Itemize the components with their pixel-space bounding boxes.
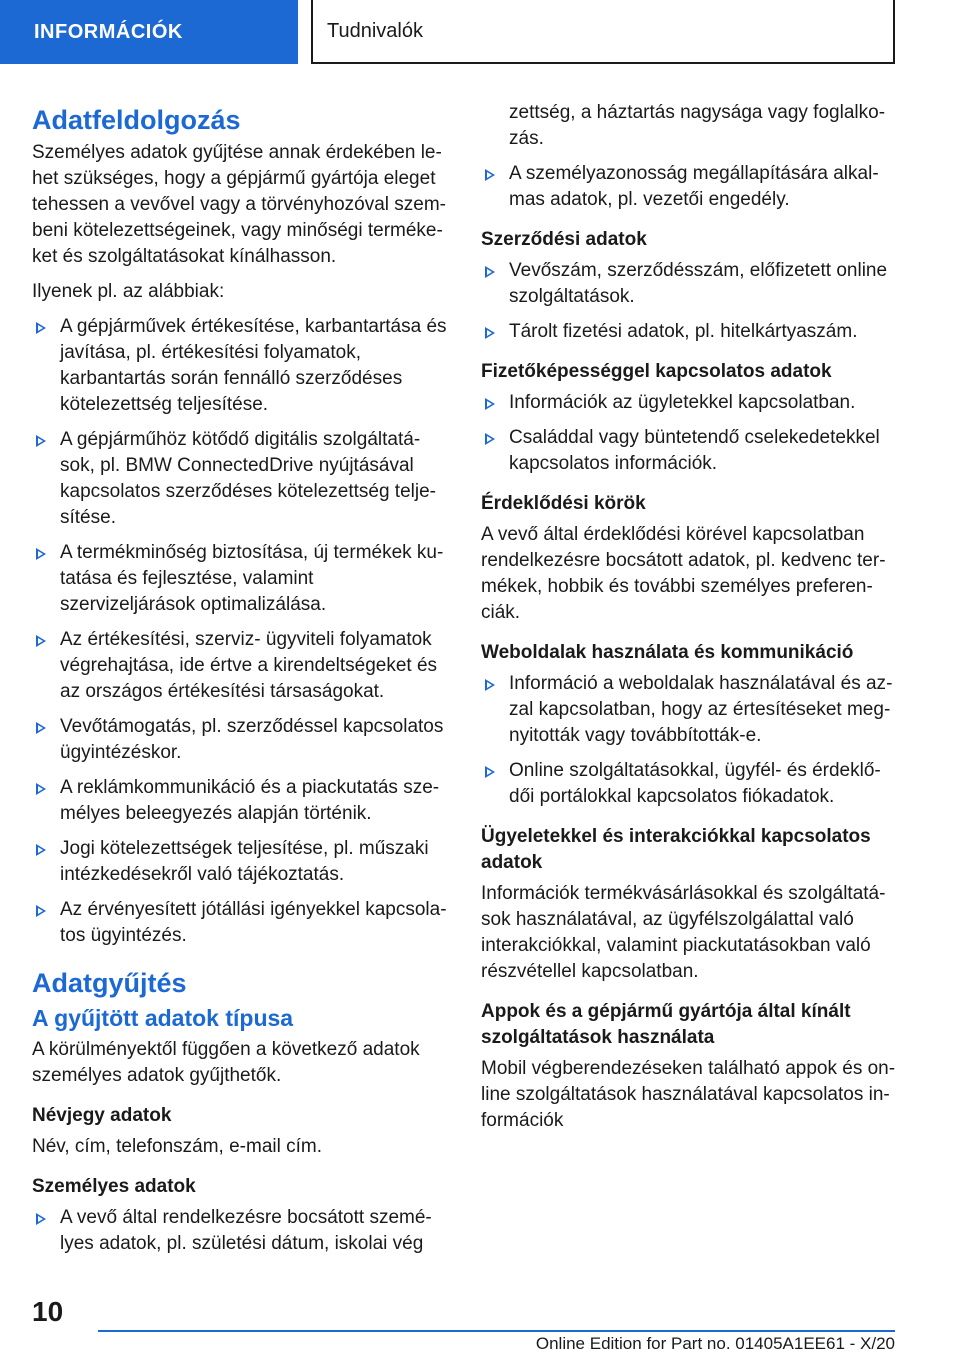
list-item-text: A személyazonosság megállapítására alkalmas adatok, pl. vezetői engedély.: [509, 163, 879, 210]
left-column: [32, 96, 448, 1266]
list-item: [32, 540, 448, 618]
triangle-bullet-icon: [36, 722, 46, 734]
heading-szerzodesi: Szerződési adatok: [481, 229, 647, 250]
list-item-text: Tárolt fizetési adatok, pl. hitelkártyaszám.: [509, 321, 858, 342]
heading-fizetokepesseg: Fizetőképességgel kapcsolatos adatok: [481, 361, 832, 382]
triangle-bullet-icon: [485, 398, 495, 410]
list-item-text: Jogi kötelezettségek teljesítése, pl. műszaki intézkedésekről való tájékoztatás.: [60, 838, 429, 885]
triangle-bullet-icon: [485, 266, 495, 278]
list-item: [481, 161, 897, 213]
personal-data-list: [32, 1205, 448, 1257]
list-item-text: Online szolgáltatásokkal, ügyfél- és érdeklődői portálokkal kapcsolatos fiókadatok.: [509, 760, 881, 807]
list-item: [481, 425, 897, 477]
heading-nevjegy: Névjegy adatok: [32, 1105, 172, 1126]
list-item-text: A reklámkommunikáció és a piackutatás személyes beleegyezés alapján történik.: [60, 777, 440, 824]
list-item: [481, 319, 897, 345]
heading-weboldalak: Weboldalak használata és kommunikáció: [481, 642, 854, 663]
list-item-text: Vevőszám, szerződésszám, előfizetett online szolgáltatások.: [509, 260, 888, 307]
triangle-bullet-icon: [36, 1213, 46, 1225]
chapter-title: Tudnivalók: [311, 0, 895, 64]
triangle-bullet-icon: [36, 783, 46, 795]
triangle-bullet-icon: [485, 169, 495, 181]
triangle-bullet-icon: [36, 635, 46, 647]
list-item: [481, 258, 897, 310]
triangle-bullet-icon: [36, 844, 46, 856]
list-item-text: A gépjárművek értékesítése, karbantartása és javítása, pl. értékesítési folyamatok, karbantartás során fennálló szerződéses kötelezettség teljesítése.: [60, 316, 447, 415]
list-item: [32, 897, 448, 949]
triangle-bullet-icon: [36, 435, 46, 447]
interests-paragraph: A vevő által érdeklődési körével kapcsolatban rendelkezésre bocsátott adatok, pl. kedvenc termékek, hobbik és további személyes preferenciák.: [481, 524, 886, 623]
heading-appok: Appok és a gépjármű gyártója által kínált szolgáltatások használata: [481, 1001, 851, 1048]
list-item-text: A termékminőség biztosítása, új termékek kutatása és fejlesztése, valamint szervizeljárások optimalizálása.: [60, 542, 444, 615]
list-item-text: Vevőtámogatás, pl. szerződéssel kapcsolatos ügyintézéskor.: [60, 716, 444, 763]
heading-ugyeletek: Ügyeletekkel és interakciókkal kapcsolatos adatok: [481, 826, 871, 873]
heading-adatgyujtes: Adatgyűjtés: [32, 968, 187, 998]
triangle-bullet-icon: [36, 905, 46, 917]
examples-lead: Ilyenek pl. az alábbiak:: [32, 281, 225, 302]
list-item: [32, 1205, 448, 1257]
page-number: 10: [32, 1296, 64, 1327]
interactions-paragraph: Információk termékvásárlásokkal és szolgáltatások használatával, az ügyfélszolgálattal való interakciókkal, valamint piackutatásokban való részvétellel kapcsolatban.: [481, 883, 886, 982]
heading-erdeklodesi: Érdeklődési körök: [481, 493, 646, 514]
list-item: [32, 627, 448, 705]
list-item-text: A gépjárműhöz kötődő digitális szolgáltatások, pl. BMW ConnectedDrive nyújtásával kapcsolatos szerződéses kötelezettség teljesítése.: [60, 429, 436, 528]
circumstances-paragraph: A körülményektől függően a következő adatok személyes adatok gyűjthetők.: [32, 1039, 420, 1086]
list-item-text: A vevő által rendelkezésre bocsátott személyes adatok, pl. születési dátum, iskolai vég: [60, 1207, 432, 1254]
heading-szemelyes: Személyes adatok: [32, 1176, 196, 1197]
triangle-bullet-icon: [485, 679, 495, 691]
list-item-text: Információ a weboldalak használatával és azzal kapcsolatban, hogy az értesítéseket megnyitották vagy továbbították-e.: [509, 673, 893, 746]
edition-footer: Online Edition for Part no. 01405A1EE61 - X/20: [535, 1334, 895, 1353]
identity-list: [481, 161, 897, 213]
footer-divider: [98, 1330, 895, 1332]
triangle-bullet-icon: [36, 322, 46, 334]
triangle-bullet-icon: [36, 548, 46, 560]
right-column: [481, 100, 897, 1143]
list-item: [481, 390, 897, 416]
triangle-bullet-icon: [485, 433, 495, 445]
triangle-bullet-icon: [485, 327, 495, 339]
list-item: [32, 427, 448, 531]
purpose-list: [32, 314, 448, 949]
list-item: [32, 314, 448, 418]
contract-data-list: [481, 258, 897, 345]
solvency-data-list: [481, 390, 897, 477]
list-item-text: Információk az ügyletekkel kapcsolatban.: [509, 392, 856, 413]
list-item-text: Családdal vagy büntetendő cselekedetekkel kapcsolatos információk.: [509, 427, 880, 474]
list-item-text: Az értékesítési, szerviz- ügyviteli folyamatok végrehajtása, ide értve a kirendeltségeket és az országos értékesítési társaságokat.: [60, 629, 438, 702]
heading-adatfeldolgozas: Adatfeldolgozás: [32, 105, 241, 135]
list-item-text: Az érvényesített jótállási igényekkel kapcsolatos ügyintézés.: [60, 899, 447, 946]
website-data-list: [481, 671, 897, 810]
list-item: [481, 671, 897, 749]
continued-text: zettség, a háztartás nagysága vagy foglalkozás.: [509, 102, 886, 149]
list-item: [481, 758, 897, 810]
section-tab: INFORMÁCIÓK: [0, 0, 298, 64]
intro-paragraph: Személyes adatok gyűjtése annak érdekében lehet szükséges, hogy a gépjármű gyártója eleget tehessen a vevővel vagy a törvényhozóval szembeni kötelezettségeinek, vagy minőségi termékeket és szolgáltatásokat kínálhasson.: [32, 142, 446, 267]
heading-adatok-tipusa: A gyűjtött adatok típusa: [32, 1005, 294, 1031]
list-item: [32, 775, 448, 827]
triangle-bullet-icon: [485, 766, 495, 778]
list-item: [32, 714, 448, 766]
list-item: [32, 836, 448, 888]
apps-paragraph: Mobil végberendezéseken található appok és online szolgáltatások használatával kapcsolatos információk: [481, 1058, 896, 1131]
contact-data-paragraph: Név, cím, telefonszám, e-mail cím.: [32, 1136, 322, 1157]
